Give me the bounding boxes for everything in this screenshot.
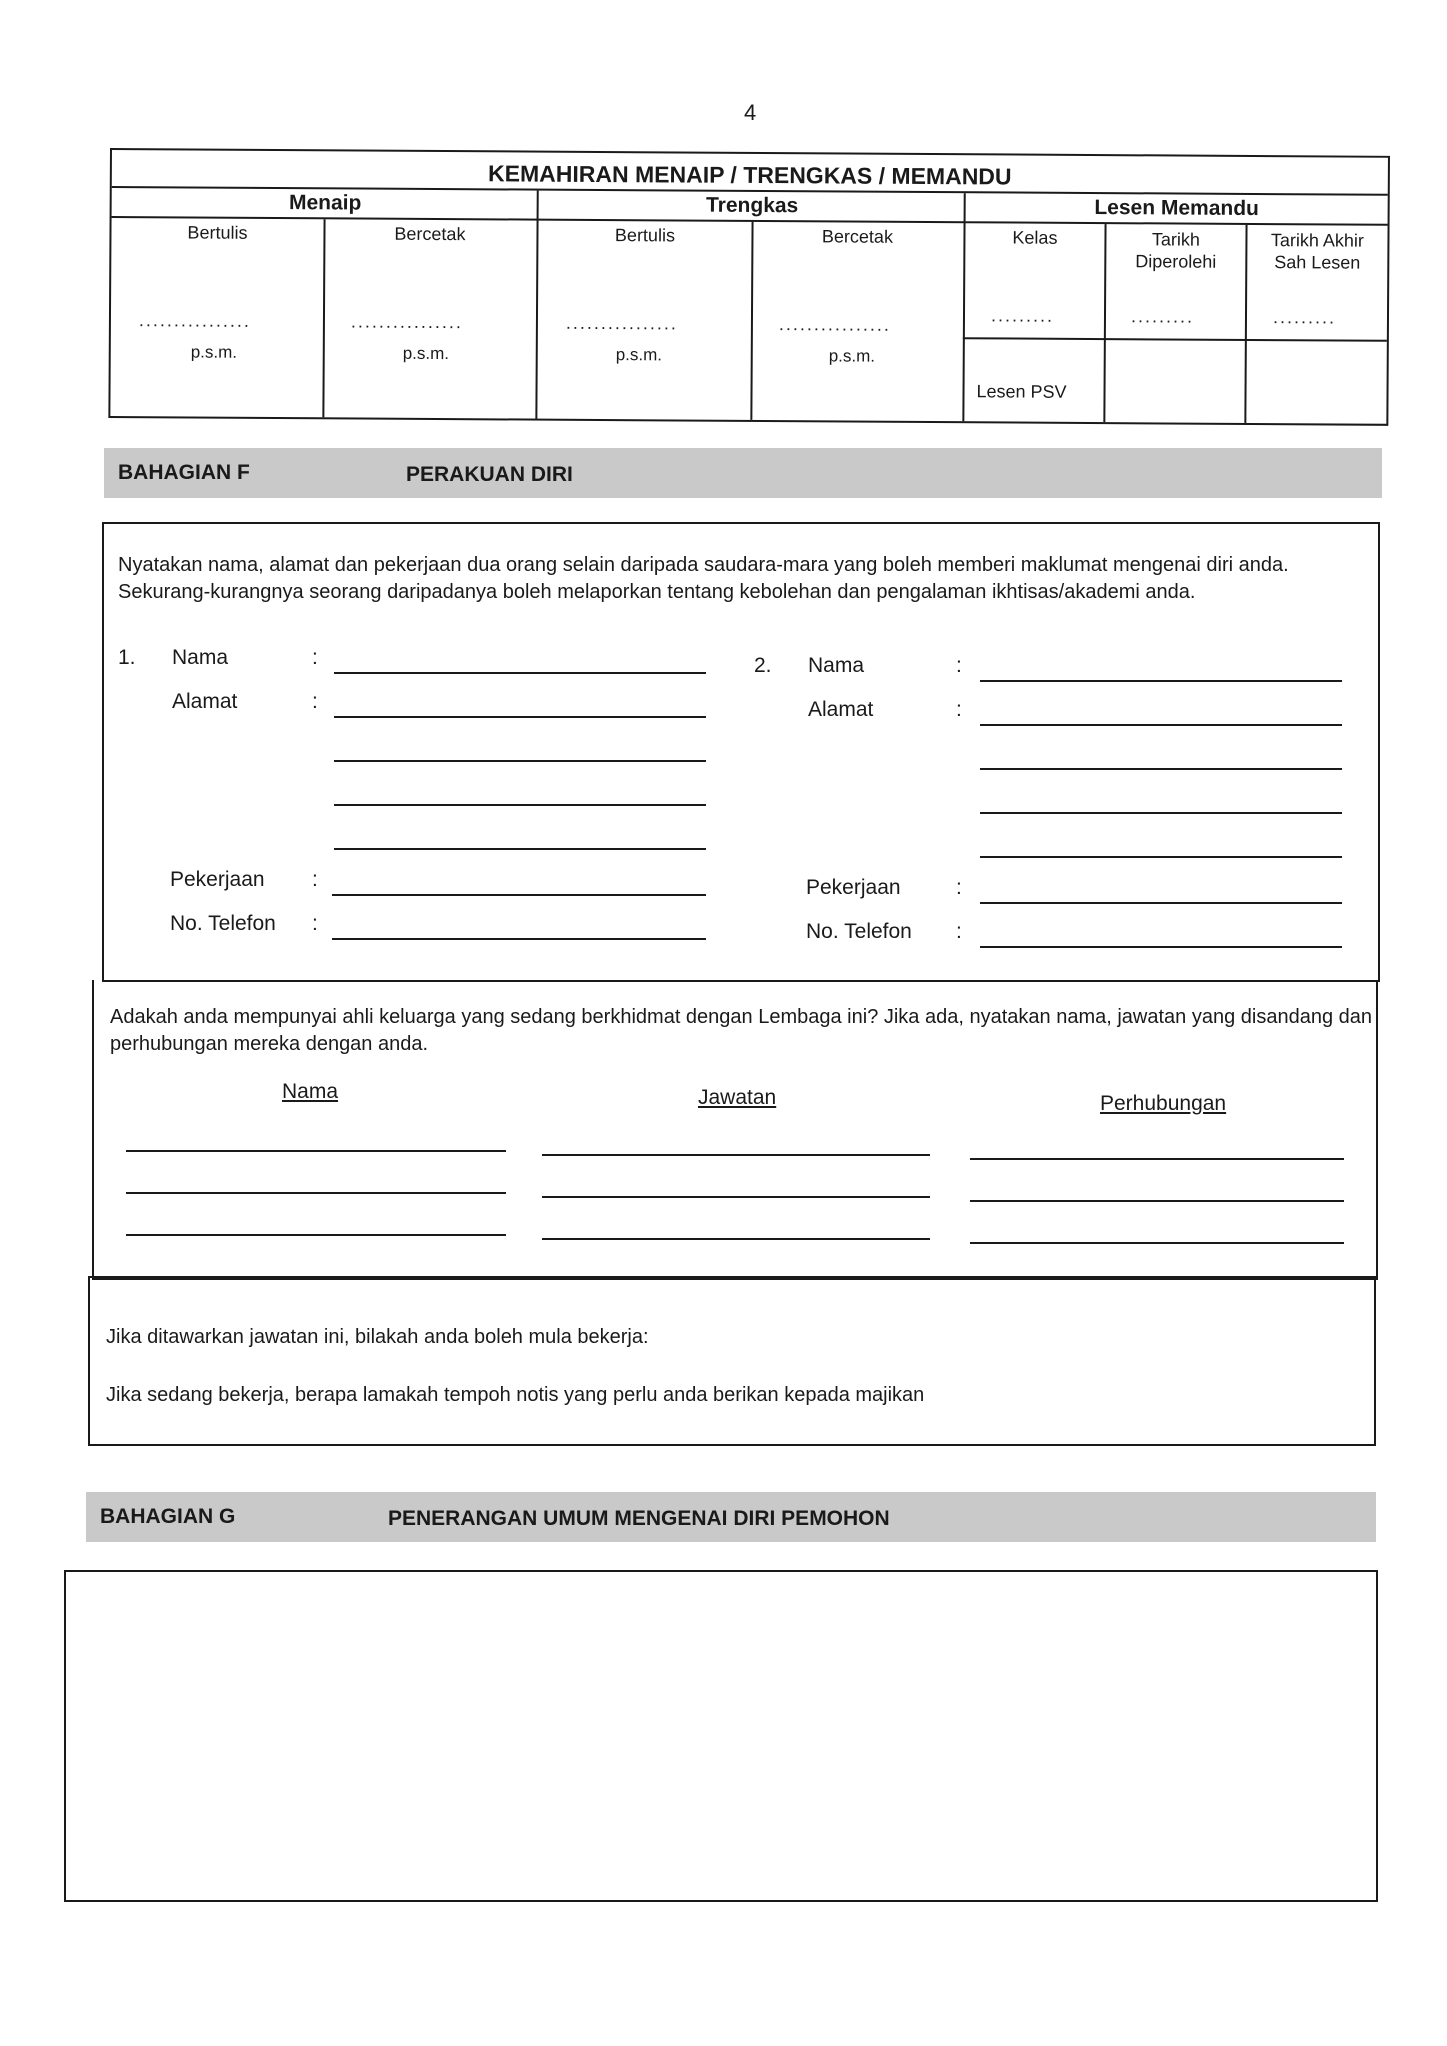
lesen-psv-label: Lesen PSV <box>976 381 1067 402</box>
tarikh-diperolehi-field[interactable]: ......... <box>1130 306 1195 327</box>
colon: : <box>956 654 962 677</box>
trengkas-bercetak-field[interactable]: ................ <box>778 314 892 335</box>
trengkas-bertulis-label: Bertulis <box>614 225 676 246</box>
tarikh-diperolehi-label: Tarikh Diperolehi <box>1135 229 1217 272</box>
section-g-title: PENERANGAN UMUM MENGENAI DIRI PEMOHON <box>388 1507 890 1530</box>
general-description-box[interactable] <box>64 1570 1378 1902</box>
referee-2-pekerjaan-label: Pekerjaan <box>806 876 901 899</box>
referee-1-telefon-label: No. Telefon <box>170 912 276 935</box>
family-perhubungan-field[interactable] <box>970 1200 1344 1202</box>
referee-2-alamat-field[interactable] <box>980 768 1342 770</box>
colon: : <box>956 920 962 943</box>
psm-label: p.s.m. <box>828 346 876 366</box>
colon: : <box>956 876 962 899</box>
referee-2-pekerjaan-field[interactable] <box>980 902 1342 904</box>
family-nama-field[interactable] <box>126 1192 506 1194</box>
start-question: Jika ditawarkan jawatan ini, bilakah anda boleh mula bekerja: <box>106 1326 649 1348</box>
tarikh-akhir-field[interactable]: ......... <box>1272 307 1337 328</box>
referee-1-pekerjaan-label: Pekerjaan <box>170 868 265 891</box>
group-trengkas: Trengkas <box>539 191 966 224</box>
referee-1-number: 1. <box>118 646 136 669</box>
skills-table-title: KEMAHIRAN MENAIP / TRENGKAS / MEMANDU <box>112 150 1388 196</box>
psm-label: p.s.m. <box>402 343 450 364</box>
referee-1-pekerjaan-field[interactable] <box>332 894 706 896</box>
family-question: Adakah anda mempunyai ahli keluarga yang sedang berkhidmat dengan Lembaga ini? Jika ada, nyatakan nama, jawatan yang disandang dan perhubungan mereka dengan anda. <box>110 1006 1372 1055</box>
family-nama-field[interactable] <box>126 1150 506 1152</box>
referee-1-nama-field[interactable] <box>334 672 706 674</box>
colon: : <box>956 698 962 721</box>
tarikh-akhir-label: Tarikh Akhir Sah Lesen <box>1270 230 1365 273</box>
referee-1-alamat-field[interactable] <box>334 848 706 850</box>
trengkas-bertulis-field[interactable]: ................ <box>565 312 679 334</box>
kelas-field[interactable]: ......... <box>990 305 1055 326</box>
referee-2-alamat-field[interactable] <box>980 724 1342 726</box>
referees-box <box>102 522 1380 982</box>
referee-2-telefon-field[interactable] <box>980 946 1342 948</box>
family-jawatan-field[interactable] <box>542 1196 930 1198</box>
menaip-bertulis-label: Bertulis <box>187 222 248 243</box>
kelas-label: Kelas <box>1012 227 1058 248</box>
page-number: 4 <box>744 100 757 125</box>
menaip-bercetak-label: Bercetak <box>394 223 466 245</box>
skills-table <box>108 148 1390 426</box>
family-col-nama: Nama <box>282 1080 339 1103</box>
colon: : <box>312 868 318 891</box>
referee-2-number: 2. <box>754 654 772 677</box>
referee-1-alamat-field[interactable] <box>334 804 706 806</box>
family-jawatan-field[interactable] <box>542 1238 930 1240</box>
referee-1-telefon-field[interactable] <box>332 938 706 940</box>
family-box <box>92 980 1378 1280</box>
psm-label: p.s.m. <box>615 345 663 365</box>
psm-label: p.s.m. <box>190 342 238 362</box>
family-jawatan-field[interactable] <box>542 1154 930 1156</box>
referee-2-alamat-label: Alamat <box>808 698 874 721</box>
menaip-bercetak-field[interactable]: ................ <box>350 311 464 333</box>
referee-2-alamat-field[interactable] <box>980 812 1342 814</box>
availability-box <box>88 1276 1376 1446</box>
section-f-title: PERAKUAN DIRI <box>406 463 573 486</box>
colon: : <box>312 646 318 669</box>
referees-intro: Nyatakan nama, alamat dan pekerjaan dua orang selain daripada saudara-mara yang boleh memberi maklumat mengenai diri anda. Sekurang-kurangnya seorang daripadanya boleh melaporkan tentang kebolehan dan pengalaman ikhtisas/akademi anda. <box>118 554 1289 603</box>
referee-1-alamat-field[interactable] <box>334 716 706 718</box>
colon: : <box>312 912 318 935</box>
section-g-bar <box>86 1492 1376 1542</box>
referee-1-alamat-label: Alamat <box>172 690 238 713</box>
referee-2-nama-field[interactable] <box>980 680 1342 682</box>
referee-1-alamat-field[interactable] <box>334 760 706 762</box>
family-perhubungan-field[interactable] <box>970 1242 1344 1244</box>
family-col-perhubungan: Perhubungan <box>1100 1092 1227 1115</box>
section-f-code: BAHAGIAN F <box>118 461 250 484</box>
trengkas-bercetak-label: Bercetak <box>821 226 894 247</box>
family-nama-field[interactable] <box>126 1234 506 1236</box>
family-perhubungan-field[interactable] <box>970 1158 1344 1160</box>
group-lesen-memandu: Lesen Memandu <box>966 193 1388 226</box>
referee-2-alamat-field[interactable] <box>980 856 1342 858</box>
referee-2-nama-label: Nama <box>808 654 865 677</box>
menaip-bertulis-field[interactable]: ................ <box>138 310 252 331</box>
family-col-jawatan: Jawatan <box>698 1086 777 1109</box>
notice-question: Jika sedang bekerja, berapa lamakah tempoh notis yang perlu anda berikan kepada majikan <box>106 1384 925 1406</box>
section-f-bar <box>104 448 1382 498</box>
section-g-code: BAHAGIAN G <box>100 1505 236 1528</box>
colon: : <box>312 690 318 713</box>
referee-1-nama-label: Nama <box>172 646 229 669</box>
group-menaip: Menaip <box>112 188 539 221</box>
referee-2-telefon-label: No. Telefon <box>806 920 912 943</box>
